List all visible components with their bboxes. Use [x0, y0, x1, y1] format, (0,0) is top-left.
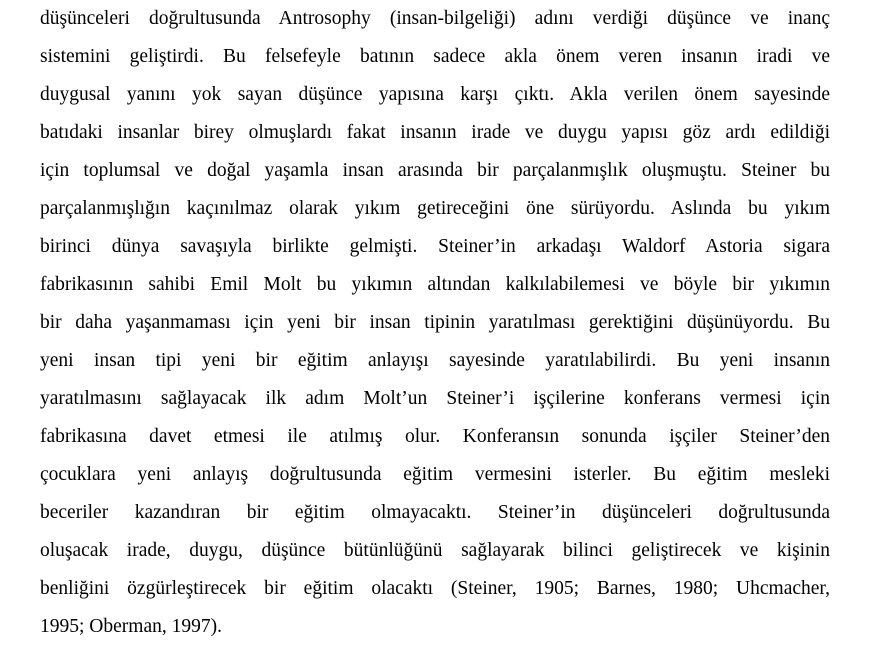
- text-line-9: bir daha yaşanmaması için yeni bir insan tipinin yaratılması gerektiğini düşünüyordu. Bu: [40, 312, 830, 333]
- text-line-1: düşünceleri doğrultusunda Antrosophy (insan-bilgeliği) adını verdiği düşünce ve inanç: [40, 8, 830, 29]
- text-line-12: fabrikasına davet etmesi ile atılmış olur. Konferansın sonunda işçiler Steiner’den: [40, 426, 830, 447]
- text-line-8: fabrikasının sahibi Emil Molt bu yıkımın altından kalkılabilemesi ve böyle bir yıkımın: [40, 274, 830, 295]
- text-line-14: beceriler kazandıran bir eğitim olmayacaktı. Steiner’in düşünceleri doğrultusunda: [40, 502, 830, 523]
- text-line-7: birinci dünya savaşıyla birlikte gelmişti. Steiner’in arkadaşı Waldorf Astoria sigara: [40, 236, 830, 257]
- text-line-10: yeni insan tipi yeni bir eğitim anlayışı sayesinde yaratılabilirdi. Bu yeni insanın: [40, 350, 830, 371]
- text-line-3: duygusal yanını yok sayan düşünce yapısına karşı çıktı. Akla verilen önem sayesinde: [40, 84, 830, 105]
- document-page: [40, 0, 830, 646]
- text-line-6: parçalanmışlığın kaçınılmaz olarak yıkım getireceğini öne sürüyordu. Aslında bu yıkım: [40, 198, 830, 219]
- text-line-17: 1995; Oberman, 1997).: [40, 616, 222, 637]
- text-line-11: yaratılmasını sağlayacak ilk adım Molt’un Steiner’i işçilerine konferans vermesi için: [40, 388, 830, 409]
- text-line-13: çocuklara yeni anlayış doğrultusunda eğitim vermesini isterler. Bu eğitim mesleki: [40, 464, 830, 485]
- text-line-5: için toplumsal ve doğal yaşamla insan arasında bir parçalanmışlık oluşmuştu. Steiner bu: [40, 160, 830, 181]
- text-line-2: sistemini geliştirdi. Bu felsefeyle batının sadece akla önem veren insanın iradi ve: [40, 46, 830, 67]
- text-line-4: batıdaki insanlar birey olmuşlardı fakat insanın irade ve duygu yapısı göz ardı edildiği: [40, 122, 830, 143]
- text-line-15: oluşacak irade, duygu, düşünce bütünlüğünü sağlayarak bilinci geliştirecek ve kişinin: [40, 540, 830, 561]
- text-line-16: benliğini özgürleştirecek bir eğitim olacaktı (Steiner, 1905; Barnes, 1980; Uhcmacher,: [40, 578, 830, 599]
- body-paragraph: [40, 0, 830, 646]
